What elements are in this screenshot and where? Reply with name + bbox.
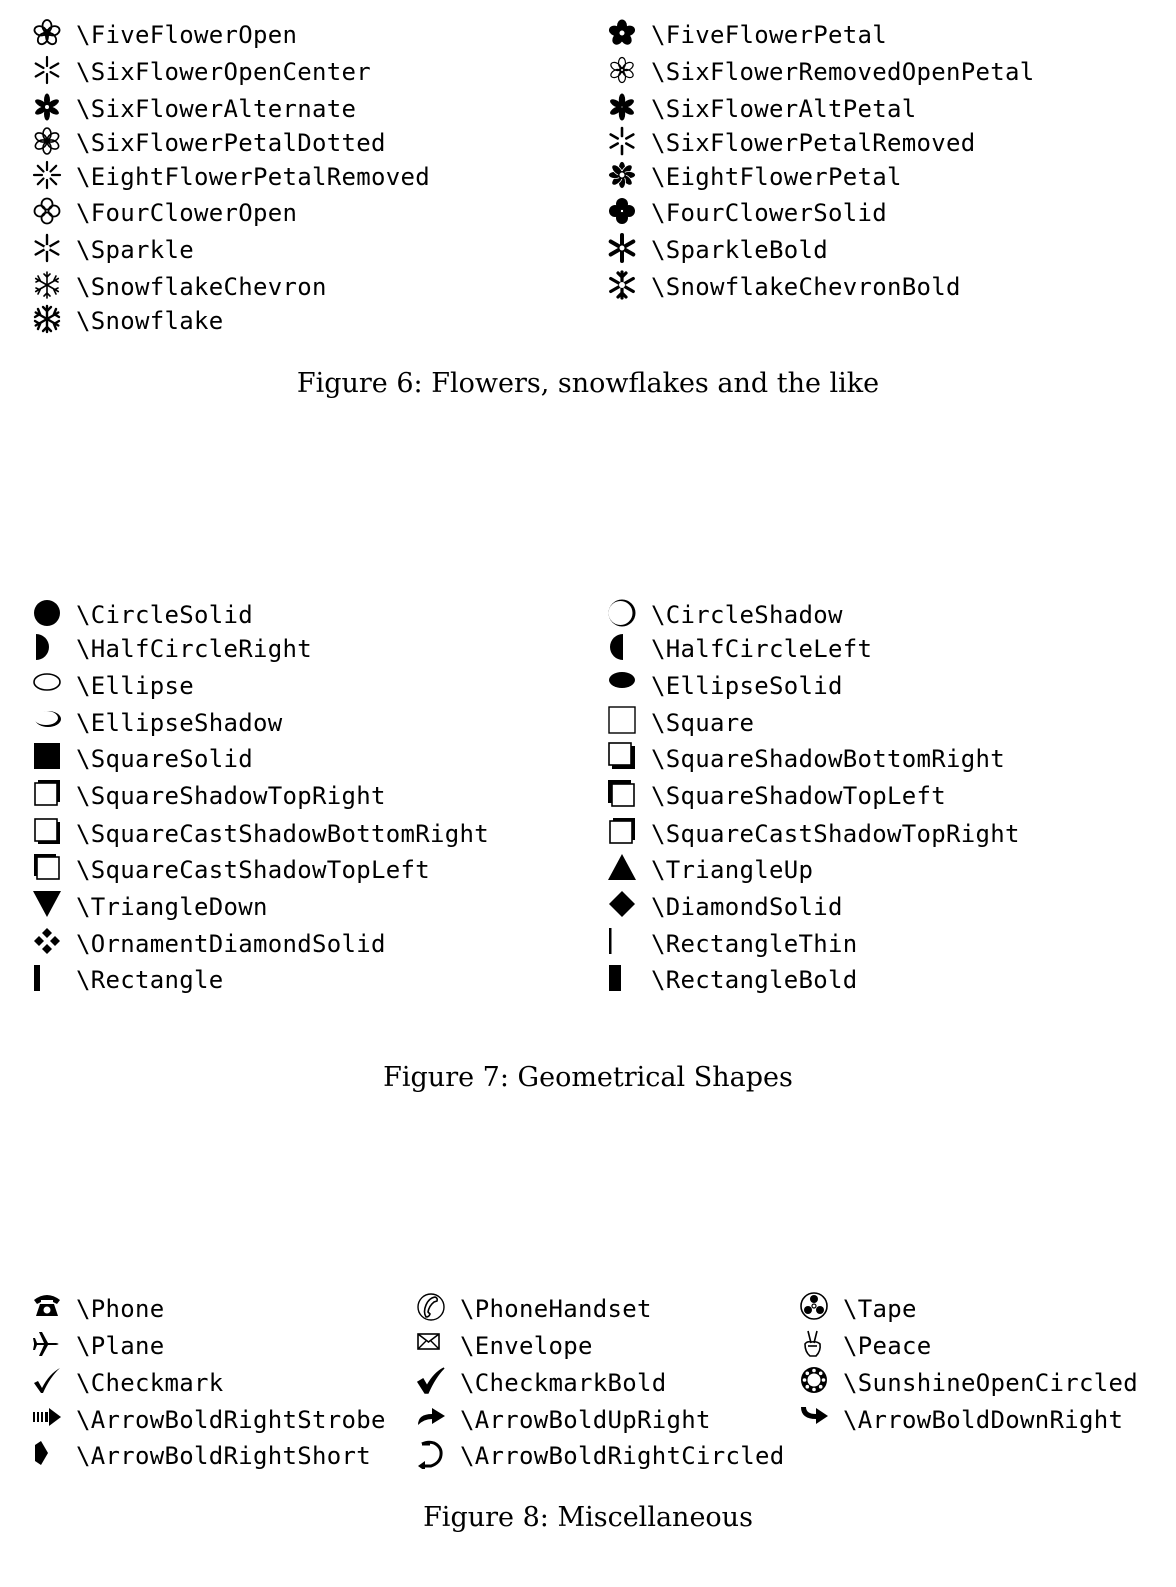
symbol-command: \FourClowerSolid: [651, 199, 887, 227]
symbol-command: \ArrowBoldRightStrobe: [76, 1406, 386, 1434]
ellipse-icon: [32, 669, 66, 703]
four-clover-open-icon: [32, 196, 66, 230]
ornament-diamond-solid-icon: [32, 927, 66, 961]
symbol-command: \Plane: [76, 1332, 165, 1360]
circle-shadow-icon: [607, 598, 641, 632]
symbol-command: \SquareCastShadowTopRight: [651, 820, 1020, 848]
symbol-command: \ArrowBoldRightShort: [76, 1442, 371, 1470]
figure-6-caption: Figure 6: Flowers, snowflakes and the like: [296, 368, 880, 399]
ellipse-solid-icon: [607, 669, 641, 703]
symbol-command: \SixFlowerAltPetal: [651, 95, 917, 123]
square-cast-shadow-bottom-right-icon: [32, 817, 66, 851]
symbol-command: \DiamondSolid: [651, 893, 843, 921]
envelope-icon: [416, 1329, 450, 1363]
figure-6: [0, 0, 1176, 420]
symbol-command: \SixFlowerPetalDotted: [76, 129, 386, 157]
rectangle-icon: [32, 963, 66, 997]
square-cast-shadow-top-left-icon: [32, 853, 66, 887]
checkmark-icon: [32, 1366, 66, 1400]
symbol-command: \FiveFlowerOpen: [76, 21, 298, 49]
ellipse-shadow-icon: [32, 706, 66, 740]
peace-icon: [799, 1329, 833, 1363]
symbol-command: \SixFlowerAlternate: [76, 95, 357, 123]
snowflake-icon: [32, 304, 66, 338]
phone-handset-icon: [416, 1292, 450, 1326]
sunshine-open-circled-icon: [799, 1366, 833, 1400]
symbol-command: \SquareSolid: [76, 745, 253, 773]
symbol-command: \SquareCastShadowBottomRight: [76, 820, 489, 848]
symbol-command: \SquareShadowBottomRight: [651, 745, 1005, 773]
diamond-solid-icon: [607, 890, 641, 924]
symbol-command: \RectangleThin: [651, 930, 858, 958]
snowflake-chevron-bold-icon: [607, 270, 641, 304]
snowflake-chevron-icon: [32, 270, 66, 304]
five-flower-petal-icon: [607, 18, 641, 52]
figure-7: [0, 580, 1176, 1110]
half-circle-right-icon: [32, 632, 66, 666]
symbol-command: \Checkmark: [76, 1369, 224, 1397]
eight-flower-petal-icon: [607, 160, 641, 194]
figure-7-caption: Figure 7: Geometrical Shapes: [383, 1062, 793, 1093]
four-clover-solid-icon: [607, 196, 641, 230]
square-cast-shadow-top-right-icon: [607, 817, 641, 851]
symbol-command: \SnowflakeChevron: [76, 273, 327, 301]
six-flower-open-center-icon: [32, 55, 66, 89]
symbol-command: \EllipseShadow: [76, 709, 283, 737]
symbol-command: \EightFlowerPetal: [651, 163, 902, 191]
arrow-bold-right-short-icon: [32, 1439, 66, 1473]
symbol-command: \HalfCircleRight: [76, 635, 312, 663]
symbol-command: \ArrowBoldDownRight: [843, 1406, 1124, 1434]
arrow-bold-down-right-icon: [799, 1403, 833, 1437]
six-flower-alternate-icon: [32, 92, 66, 126]
symbol-command: \FourClowerOpen: [76, 199, 298, 227]
six-flower-petal-dotted-icon: [32, 126, 66, 160]
symbol-command: \Tape: [843, 1295, 917, 1323]
tape-icon: [799, 1292, 833, 1326]
symbol-command: \TriangleUp: [651, 856, 814, 884]
square-shadow-top-right-icon: [32, 779, 66, 813]
symbol-command: \SquareCastShadowTopLeft: [76, 856, 430, 884]
triangle-up-icon: [607, 853, 641, 887]
phone-icon: [32, 1292, 66, 1326]
symbol-command: \TriangleDown: [76, 893, 268, 921]
symbol-command: \Snowflake: [76, 307, 224, 335]
symbol-command: \CheckmarkBold: [460, 1369, 667, 1397]
symbol-command: \Square: [651, 709, 755, 737]
symbol-command: \SunshineOpenCircled: [843, 1369, 1138, 1397]
arrow-bold-up-right-icon: [416, 1403, 450, 1437]
five-flower-open-icon: [32, 18, 66, 52]
rectangle-bold-icon: [607, 963, 641, 997]
symbol-command: \HalfCircleLeft: [651, 635, 873, 663]
symbol-command: \PhoneHandset: [460, 1295, 652, 1323]
symbol-command: \EllipseSolid: [651, 672, 843, 700]
symbol-command: \FiveFlowerPetal: [651, 21, 887, 49]
symbol-command: \SquareShadowTopLeft: [651, 782, 946, 810]
square-icon: [607, 706, 641, 740]
symbol-command: \SixFlowerPetalRemoved: [651, 129, 976, 157]
symbol-command: \CircleShadow: [651, 601, 843, 629]
symbol-command: \Peace: [843, 1332, 932, 1360]
sparkle-icon: [32, 233, 66, 267]
six-flower-petal-removed-icon: [607, 126, 641, 160]
symbol-command: \Envelope: [460, 1332, 593, 1360]
symbol-command: \RectangleBold: [651, 966, 858, 994]
six-flower-removed-open-petal-icon: [607, 55, 641, 89]
plane-icon: [32, 1329, 66, 1363]
symbol-command: \ArrowBoldRightCircled: [460, 1442, 785, 1470]
circle-solid-icon: [32, 598, 66, 632]
symbol-command: \ArrowBoldUpRight: [460, 1406, 711, 1434]
square-shadow-bottom-right-icon: [607, 742, 641, 776]
symbol-command: \SquareShadowTopRight: [76, 782, 386, 810]
checkmark-bold-icon: [416, 1366, 450, 1400]
figure-8-caption: Figure 8: Miscellaneous: [423, 1502, 753, 1533]
eight-flower-petal-removed-icon: [32, 160, 66, 194]
rectangle-thin-icon: [607, 927, 641, 961]
arrow-bold-right-circled-icon: [416, 1439, 450, 1473]
sparkle-bold-icon: [607, 233, 641, 267]
symbol-command: \SparkleBold: [651, 236, 828, 264]
symbol-command: \OrnamentDiamondSolid: [76, 930, 386, 958]
square-solid-icon: [32, 742, 66, 776]
symbol-command: \CircleSolid: [76, 601, 253, 629]
triangle-down-icon: [32, 890, 66, 924]
symbol-command: \Ellipse: [76, 672, 194, 700]
symbol-command: \SixFlowerOpenCenter: [76, 58, 371, 86]
symbol-command: \SixFlowerRemovedOpenPetal: [651, 58, 1035, 86]
six-flower-alt-petal-icon: [607, 92, 641, 126]
symbol-command: \Rectangle: [76, 966, 224, 994]
symbol-command: \SnowflakeChevronBold: [651, 273, 961, 301]
figure-8: [0, 1274, 1176, 1564]
half-circle-left-icon: [607, 632, 641, 666]
symbol-command: \Phone: [76, 1295, 165, 1323]
square-shadow-top-left-icon: [607, 779, 641, 813]
symbol-command: \Sparkle: [76, 236, 194, 264]
arrow-bold-right-strobe-icon: [32, 1403, 66, 1437]
symbol-command: \EightFlowerPetalRemoved: [76, 163, 430, 191]
